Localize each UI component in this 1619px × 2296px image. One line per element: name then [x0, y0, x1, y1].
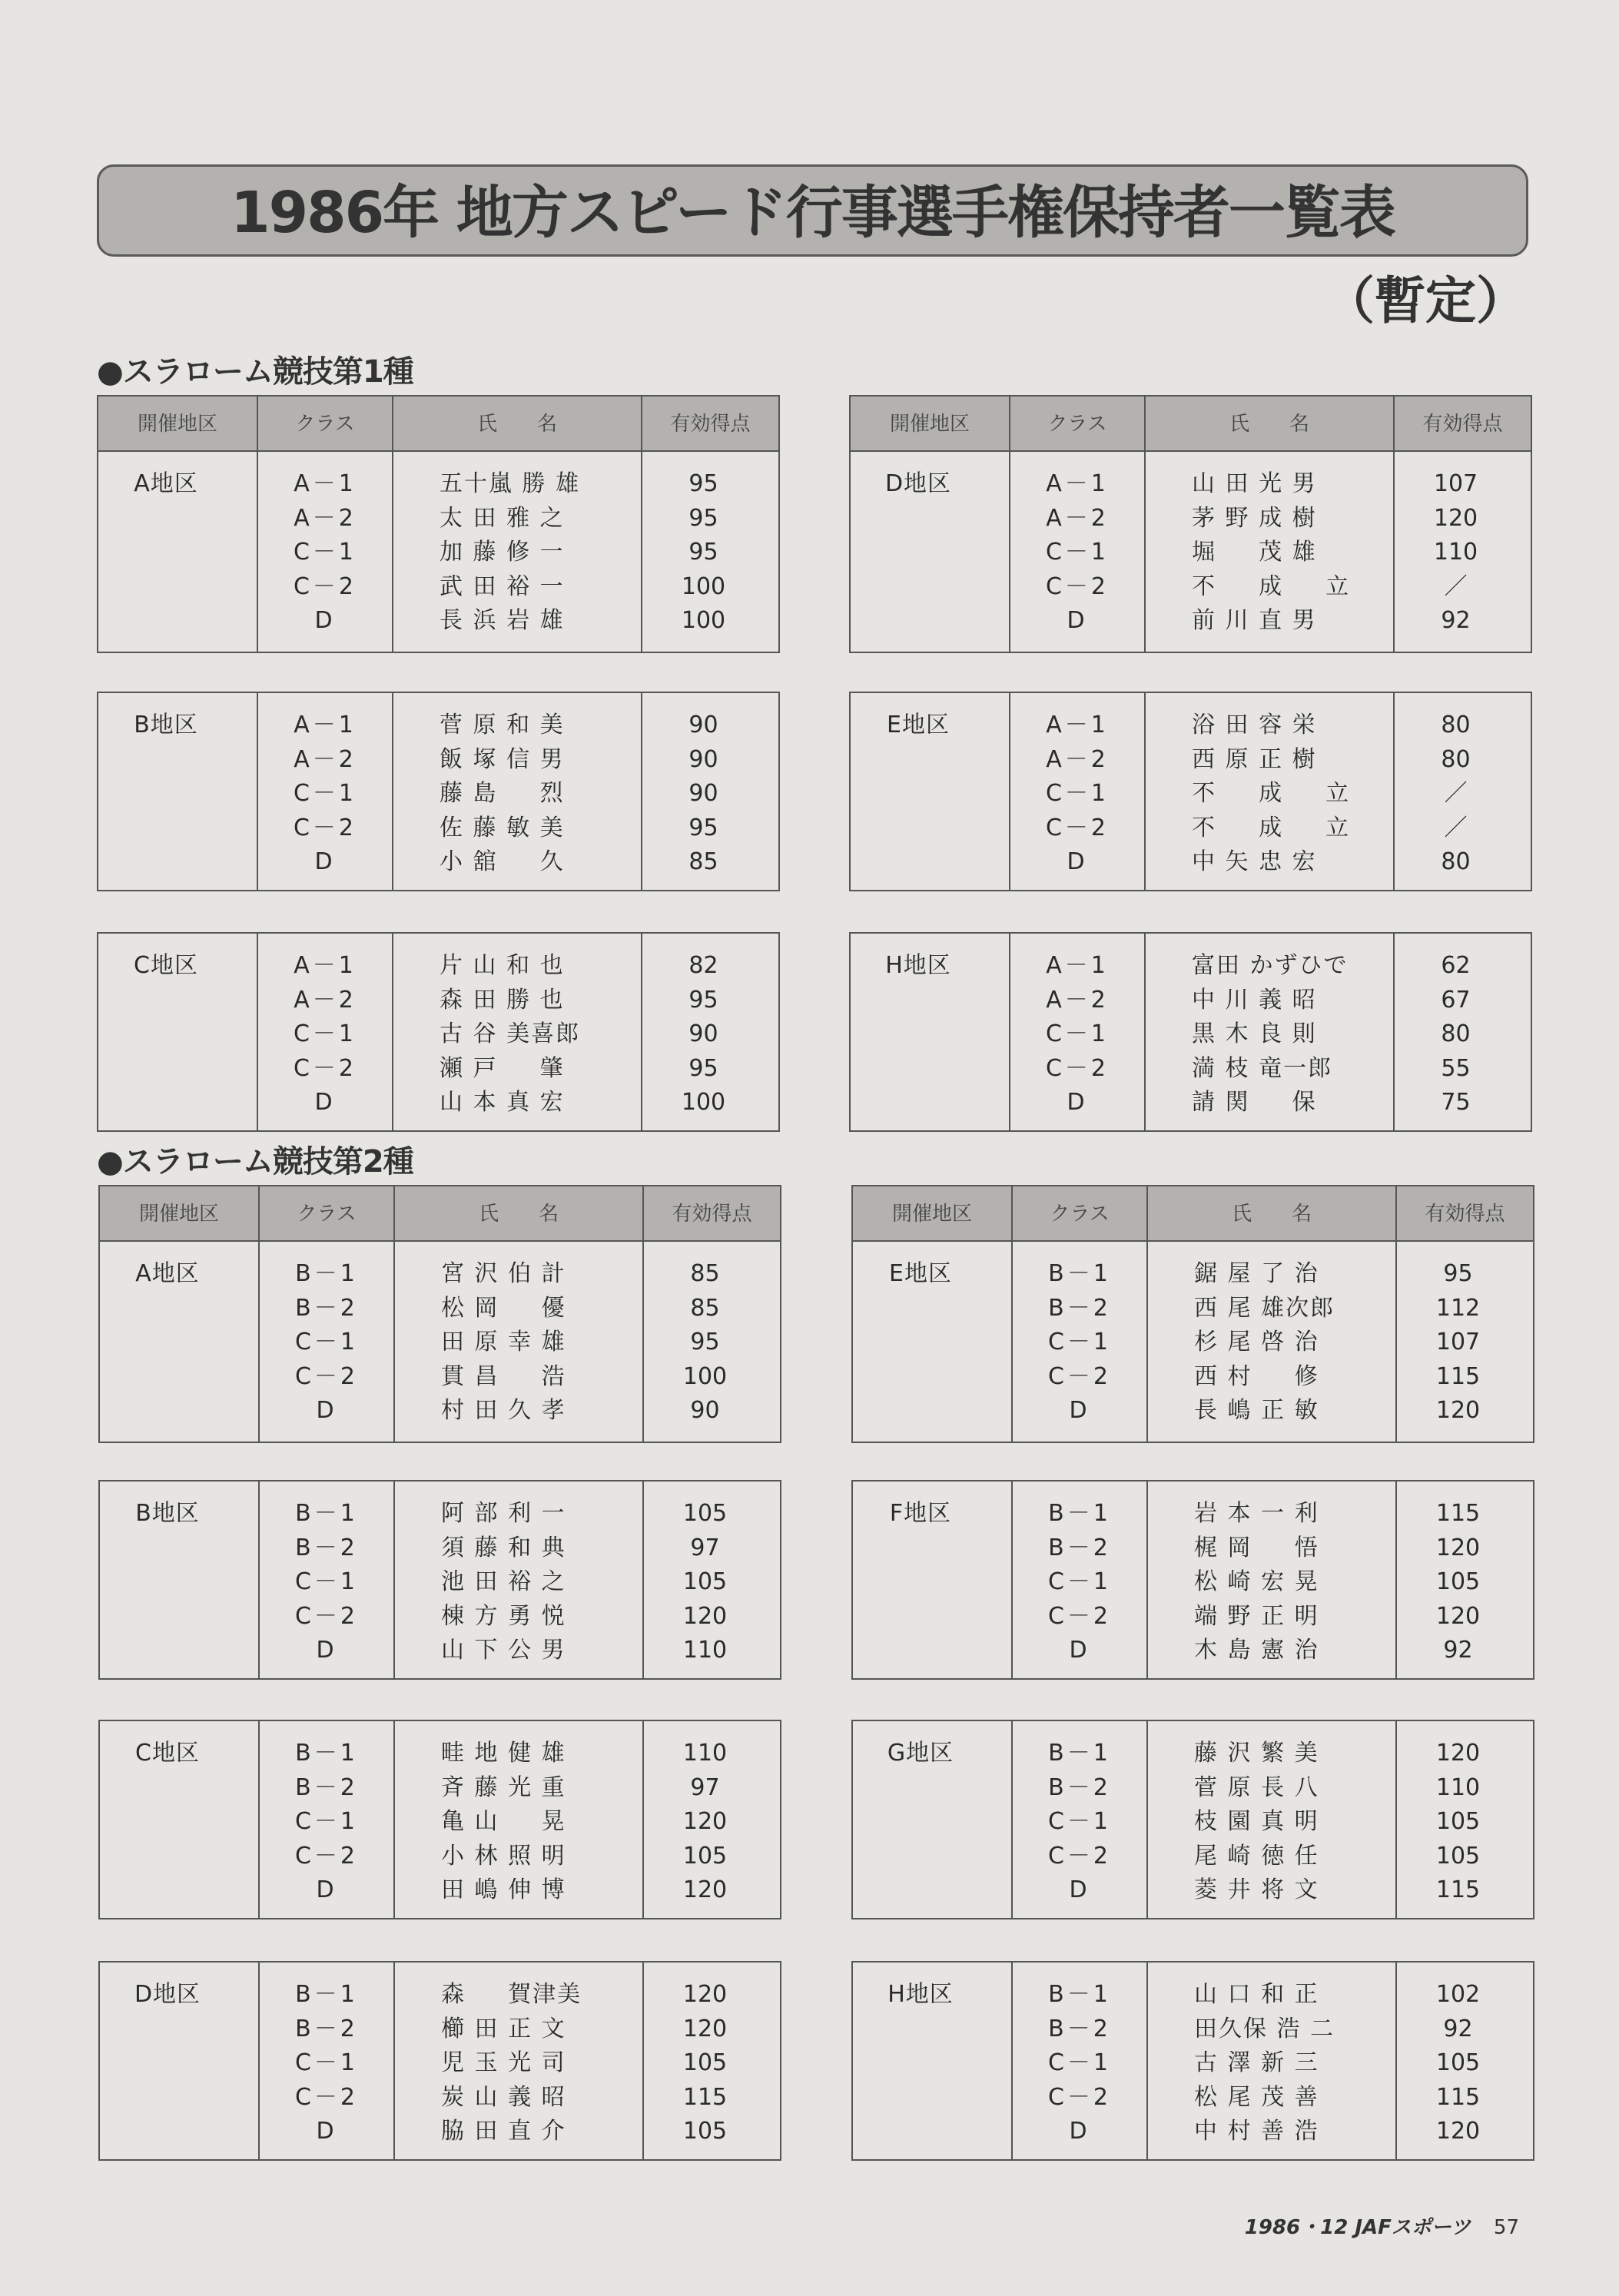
points-cell: 115	[1435, 1876, 1481, 1903]
class-cell: A－2	[1046, 986, 1109, 1014]
class-cell: D	[316, 1637, 337, 1664]
name-cell: 古 澤 新 三	[1194, 2049, 1319, 2076]
name-cell: 尾 崎 徳 任	[1194, 1842, 1319, 1870]
class-cell: D	[314, 848, 336, 875]
section-heading-2: ●スラローム競技第2種	[97, 1144, 413, 1180]
class-cell: D	[316, 2118, 337, 2145]
points-cell: 105	[682, 2049, 728, 2076]
points-cell: 80	[1441, 745, 1471, 773]
region-label: B地区	[134, 712, 198, 738]
points-cell: 105	[1435, 1568, 1481, 1595]
points-cell: 102	[1435, 1981, 1481, 2008]
region-label: F地区	[889, 1500, 952, 1527]
name-cell: 満 枝 竜一郎	[1192, 1054, 1333, 1082]
class-cell: C－2	[1045, 1054, 1110, 1082]
name-cell: 不 成 立	[1192, 572, 1351, 600]
name-cell: 宮 沢 伯 計	[441, 1260, 566, 1287]
points-cell: 95	[688, 986, 718, 1014]
class-cell: C－1	[1045, 780, 1110, 807]
name-cell: 村 田 久 孝	[441, 1397, 566, 1424]
class-cell: B－1	[295, 1500, 358, 1527]
class-cell: C－1	[294, 2049, 359, 2076]
class-cell: B－1	[1048, 1740, 1111, 1767]
class-cell: C－1	[293, 539, 357, 566]
name-cell: 端 野 正 明	[1194, 1602, 1319, 1630]
points-cell: 67	[1441, 986, 1471, 1014]
points-cell: 105	[1435, 2049, 1481, 2076]
name-cell: 佐 藤 敏 美	[440, 814, 565, 841]
name-cell: 梶 岡 悟	[1194, 1534, 1319, 1561]
class-cell: C－1	[294, 1329, 359, 1355]
class-cell: C－2	[293, 814, 357, 841]
name-cell: 田 原 幸 雄	[441, 1329, 566, 1355]
name-cell: 加 藤 修 一	[440, 539, 565, 566]
points-cell: 90	[688, 1020, 718, 1047]
points-cell: 107	[1435, 1329, 1481, 1355]
region-label: C地区	[135, 1740, 200, 1767]
name-cell: 瀬 戸 肇	[440, 1054, 565, 1082]
name-cell: 松 岡 優	[441, 1294, 566, 1322]
class-cell: B－2	[1048, 1294, 1111, 1322]
class-cell: C－2	[294, 1842, 359, 1870]
class-cell: B－2	[295, 1534, 358, 1561]
class-cell: C－2	[1047, 1602, 1112, 1630]
points-cell: 110	[682, 1637, 728, 1664]
column-header: クラス	[258, 396, 393, 450]
points-cell: 110	[1435, 1773, 1481, 1801]
points-cell: 120	[1433, 504, 1478, 532]
name-cell: 貫 昌 浩	[441, 1362, 566, 1390]
region-label: D地区	[134, 1981, 201, 2008]
class-cell: A－1	[294, 712, 357, 738]
column-header: 有効得点	[672, 1203, 752, 1226]
name-cell: 畦 地 健 雄	[441, 1740, 566, 1767]
points-cell: 120	[682, 2015, 728, 2042]
region-label: G地区	[887, 1740, 954, 1767]
points-cell: 115	[1435, 2083, 1481, 2111]
column-header: 開催地区	[100, 1186, 260, 1240]
class-cell: A－1	[1046, 470, 1109, 497]
points-cell: 75	[1441, 1089, 1471, 1116]
class-cell: C－1	[1047, 2049, 1112, 2076]
name-cell: 森 田 勝 也	[440, 986, 565, 1014]
points-cell: 62	[1441, 952, 1471, 979]
page-number: 57	[1493, 2216, 1519, 2239]
points-cell: 115	[682, 2083, 728, 2111]
name-cell: 長 嶋 正 敏	[1194, 1397, 1319, 1424]
points-cell: 80	[1441, 1020, 1471, 1047]
class-cell: C－2	[1045, 572, 1110, 600]
standings-table	[97, 692, 780, 891]
class-cell: A－1	[294, 470, 357, 497]
class-cell: A－1	[1046, 712, 1109, 738]
name-cell: 菱 井 将 文	[1194, 1876, 1319, 1903]
class-cell: C－2	[293, 1054, 357, 1082]
name-cell: 浴 田 容 栄	[1192, 712, 1317, 738]
points-cell: 105	[682, 1842, 728, 1870]
name-cell: 森 賀津美	[441, 1981, 582, 2008]
column-header: 有効得点	[1422, 413, 1503, 436]
points-cell: 95	[688, 1054, 718, 1082]
footer-issue: 1986・12 JAFスポーツ	[1244, 2216, 1471, 2239]
page-subtitle: （暫定）	[1324, 271, 1527, 330]
points-cell: 105	[1435, 1808, 1481, 1835]
class-cell: D	[1069, 1876, 1090, 1903]
points-cell: 85	[688, 848, 718, 875]
points-cell: 95	[1443, 1260, 1473, 1287]
points-cell: 95	[688, 470, 718, 497]
class-cell: A－1	[294, 952, 357, 979]
points-cell: 105	[682, 1568, 728, 1595]
column-header: 有効得点	[670, 413, 751, 436]
class-cell: B－1	[295, 1260, 358, 1287]
name-cell: 小 舘 久	[440, 848, 565, 875]
region-label: E地区	[889, 1260, 952, 1287]
class-cell: D	[314, 607, 336, 634]
standings-table	[851, 1480, 1534, 1680]
points-cell: 85	[690, 1260, 720, 1287]
class-cell: C－1	[294, 1808, 359, 1835]
class-cell: C－2	[294, 1602, 359, 1630]
points-cell: 95	[688, 539, 718, 566]
column-header: 開催地区	[851, 396, 1010, 450]
column-header: 有効得点	[1425, 1203, 1505, 1226]
column-header: 開催地区	[853, 1186, 1013, 1240]
class-cell: B－2	[295, 2015, 358, 2042]
name-cell: 藤 島 烈	[440, 780, 565, 807]
class-cell: D	[316, 1397, 337, 1424]
points-cell: 100	[681, 1089, 726, 1116]
class-cell: C－1	[1045, 539, 1110, 566]
standings-table	[851, 1720, 1534, 1919]
class-cell: D	[1069, 2118, 1090, 2145]
points-cell: 95	[690, 1329, 720, 1355]
standings-table	[98, 1185, 781, 1443]
name-cell: 須 藤 和 典	[441, 1534, 566, 1561]
points-cell: 80	[1441, 848, 1471, 875]
name-cell: 茅 野 成 樹	[1192, 504, 1317, 532]
name-cell: 斉 藤 光 重	[441, 1773, 566, 1801]
name-cell: 中 川 義 昭	[1192, 986, 1317, 1014]
standings-table	[849, 932, 1532, 1132]
points-cell: 90	[688, 780, 718, 807]
name-cell: 田 嶋 伸 博	[441, 1876, 566, 1903]
region-label: E地区	[887, 712, 950, 738]
name-cell: 亀 山 晃	[441, 1808, 566, 1835]
standings-table	[97, 395, 780, 653]
standings-table	[98, 1480, 781, 1680]
region-label: A地区	[135, 1260, 200, 1287]
name-cell: 池 田 裕 之	[441, 1568, 566, 1595]
page-title: 1986年 地方スピード行事選手権保持者一覧表	[231, 180, 1395, 246]
table-header	[853, 1186, 1533, 1242]
class-cell: C－1	[1047, 1808, 1112, 1835]
points-cell: 85	[690, 1294, 720, 1322]
class-cell: D	[1067, 848, 1088, 875]
points-cell: ／	[1444, 572, 1468, 600]
class-cell: C－1	[1047, 1568, 1112, 1595]
name-cell: 山 本 真 宏	[440, 1089, 565, 1116]
class-cell: C－2	[1045, 814, 1110, 841]
name-cell: 西 尾 雄次郎	[1194, 1294, 1335, 1322]
name-cell: 木 島 憲 治	[1194, 1637, 1319, 1664]
standings-table	[851, 1961, 1534, 2161]
class-cell: A－2	[294, 745, 357, 773]
name-cell: 脇 田 直 介	[441, 2118, 566, 2145]
column-header: クラス	[1010, 396, 1146, 450]
table-header	[851, 396, 1531, 452]
column-header: 氏 名	[393, 396, 642, 450]
name-cell: 長 浜 岩 雄	[440, 607, 565, 634]
points-cell: 120	[682, 1808, 728, 1835]
region-label: B地区	[135, 1500, 200, 1527]
name-cell: 堀 茂 雄	[1192, 539, 1317, 566]
name-cell: 片 山 和 也	[440, 952, 565, 979]
name-cell: 児 玉 光 司	[441, 2049, 566, 2076]
points-cell: 110	[682, 1740, 728, 1767]
points-cell: ／	[1444, 814, 1468, 841]
class-cell: C－1	[293, 780, 357, 807]
name-cell: 鋸 屋 了 治	[1194, 1260, 1319, 1287]
name-cell: 小 林 照 明	[441, 1842, 566, 1870]
class-cell: C－1	[1045, 1020, 1110, 1047]
column-header: クラス	[1013, 1186, 1148, 1240]
points-cell: 112	[1435, 1294, 1481, 1322]
points-cell: 55	[1441, 1054, 1471, 1082]
region-label: A地区	[134, 470, 198, 497]
class-cell: A－1	[1046, 952, 1109, 979]
class-cell: D	[316, 1876, 337, 1903]
points-cell: 105	[1435, 1842, 1481, 1870]
class-cell: B－1	[1048, 1981, 1111, 2008]
name-cell: 西 村 修	[1194, 1362, 1319, 1390]
points-cell: 80	[1441, 712, 1471, 738]
name-cell: 菅 原 和 美	[440, 712, 565, 738]
points-cell: 120	[682, 1981, 728, 2008]
region-label: C地区	[134, 952, 198, 979]
class-cell: B－2	[295, 1773, 358, 1801]
standings-table	[851, 1185, 1534, 1443]
class-cell: C－1	[1047, 1329, 1112, 1355]
name-cell: 武 田 裕 一	[440, 572, 565, 600]
standings-table	[849, 692, 1532, 891]
points-cell: 100	[681, 607, 726, 634]
points-cell: ／	[1444, 780, 1468, 807]
points-cell: 107	[1433, 470, 1478, 497]
name-cell: 飯 塚 信 男	[440, 745, 565, 773]
name-cell: 菅 原 長 八	[1194, 1773, 1319, 1801]
column-header: 開催地区	[98, 396, 258, 450]
column-header: 氏 名	[1146, 396, 1395, 450]
region-label: H地区	[885, 952, 951, 979]
class-cell: C－1	[294, 1568, 359, 1595]
column-header: クラス	[260, 1186, 395, 1240]
points-cell: 92	[1443, 1637, 1473, 1664]
name-cell: 黒 木 良 則	[1192, 1020, 1317, 1047]
name-cell: 岩 本 一 利	[1194, 1500, 1319, 1527]
points-cell: 100	[681, 572, 726, 600]
points-cell: 97	[690, 1773, 720, 1801]
class-cell: C－2	[294, 2083, 359, 2111]
name-cell: 不 成 立	[1192, 780, 1351, 807]
name-cell: 古 谷 美喜郎	[440, 1020, 581, 1047]
class-cell: B－1	[295, 1740, 358, 1767]
name-cell: 中 村 善 浩	[1194, 2118, 1319, 2145]
class-cell: B－2	[295, 1294, 358, 1322]
class-cell: A－2	[294, 504, 357, 532]
name-cell: 櫛 田 正 文	[441, 2015, 566, 2042]
class-cell: C－1	[293, 1020, 357, 1047]
name-cell: 杉 尾 啓 治	[1194, 1329, 1319, 1355]
class-cell: D	[1069, 1397, 1090, 1424]
points-cell: 82	[688, 952, 718, 979]
name-cell: 山 口 和 正	[1194, 1981, 1319, 2008]
points-cell: 90	[690, 1397, 720, 1424]
points-cell: 120	[1435, 1534, 1481, 1561]
name-cell: 松 尾 茂 善	[1194, 2083, 1319, 2111]
name-cell: 太 田 雅 之	[440, 504, 565, 532]
name-cell: 五十嵐 勝 雄	[440, 470, 581, 497]
standings-table	[98, 1720, 781, 1919]
points-cell: 120	[682, 1876, 728, 1903]
name-cell: 阿 部 利 一	[441, 1500, 566, 1527]
name-cell: 山 下 公 男	[441, 1637, 566, 1664]
class-cell: B－1	[1048, 1500, 1111, 1527]
class-cell: D	[1069, 1637, 1090, 1664]
class-cell: D	[1067, 1089, 1088, 1116]
points-cell: 115	[1435, 1500, 1481, 1527]
class-cell: A－2	[1046, 745, 1109, 773]
points-cell: 120	[1435, 1397, 1481, 1424]
name-cell: 炭 山 義 昭	[441, 2083, 566, 2111]
points-cell: 95	[688, 814, 718, 841]
points-cell: 120	[1435, 1740, 1481, 1767]
name-cell: 藤 沢 繁 美	[1194, 1740, 1319, 1767]
class-cell: C－2	[1047, 2083, 1112, 2111]
class-cell: B－2	[1048, 2015, 1111, 2042]
class-cell: B－1	[1048, 1260, 1111, 1287]
class-cell: C－2	[293, 572, 357, 600]
class-cell: C－2	[1047, 1362, 1112, 1390]
class-cell: B－2	[1048, 1534, 1111, 1561]
class-cell: C－2	[1047, 1842, 1112, 1870]
name-cell: 請 関 保	[1192, 1089, 1317, 1116]
points-cell: 120	[1435, 2118, 1481, 2145]
points-cell: 90	[688, 745, 718, 773]
region-label: H地区	[887, 1981, 954, 2008]
name-cell: 富田 かずひで	[1192, 952, 1349, 979]
page-footer	[1245, 2211, 1519, 2240]
points-cell: 105	[682, 2118, 728, 2145]
standings-table	[849, 395, 1532, 653]
name-cell: 田久保 浩 二	[1194, 2015, 1335, 2042]
points-cell: 110	[1433, 539, 1478, 566]
class-cell: C－2	[294, 1362, 359, 1390]
name-cell: 山 田 光 男	[1192, 470, 1317, 497]
name-cell: 棟 方 勇 悦	[441, 1602, 566, 1630]
standings-table	[98, 1961, 781, 2161]
points-cell: 97	[690, 1534, 720, 1561]
points-cell: 115	[1435, 1362, 1481, 1390]
points-cell: 95	[688, 504, 718, 532]
column-header: 氏 名	[395, 1186, 644, 1240]
section-heading-1: ●スラローム競技第1種	[97, 354, 413, 390]
column-header: 氏 名	[1148, 1186, 1397, 1240]
name-cell: 松 崎 宏 晃	[1194, 1568, 1319, 1595]
name-cell: 不 成 立	[1192, 814, 1351, 841]
points-cell: 105	[682, 1500, 728, 1527]
points-cell: 90	[688, 712, 718, 738]
class-cell: D	[314, 1089, 336, 1116]
name-cell: 西 原 正 樹	[1192, 745, 1317, 773]
title-banner	[97, 164, 1528, 257]
points-cell: 92	[1443, 2015, 1473, 2042]
table-header	[98, 396, 778, 452]
class-cell: D	[1067, 607, 1088, 634]
points-cell: 120	[682, 1602, 728, 1630]
points-cell: 120	[1435, 1602, 1481, 1630]
class-cell: A－2	[1046, 504, 1109, 532]
points-cell: 100	[682, 1362, 728, 1390]
table-header	[100, 1186, 780, 1242]
class-cell: A－2	[294, 986, 357, 1014]
name-cell: 枝 園 真 明	[1194, 1808, 1319, 1835]
standings-table	[97, 932, 780, 1132]
class-cell: B－2	[1048, 1773, 1111, 1801]
region-label: D地区	[884, 470, 952, 497]
name-cell: 中 矢 忠 宏	[1192, 848, 1317, 875]
name-cell: 前 川 直 男	[1192, 607, 1317, 634]
class-cell: B－1	[295, 1981, 358, 2008]
points-cell: 92	[1441, 607, 1471, 634]
